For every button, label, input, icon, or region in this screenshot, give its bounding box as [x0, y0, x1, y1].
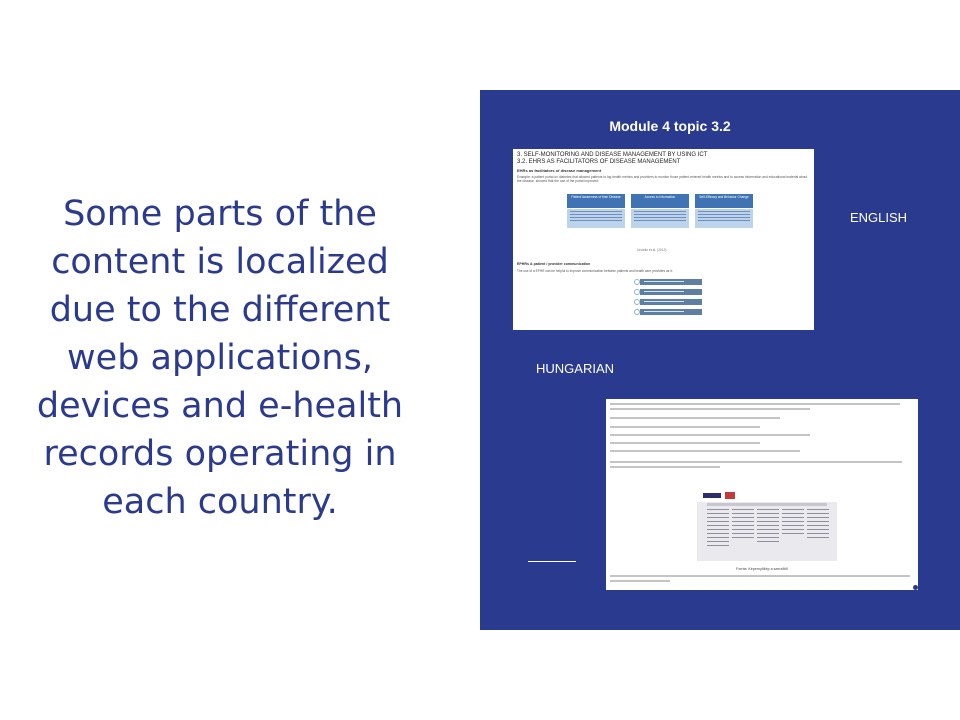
english-screenshot — [513, 149, 814, 330]
hungarian-label: HUNGARIAN — [536, 361, 615, 376]
list-bar — [640, 289, 702, 295]
list-bar — [640, 309, 702, 315]
english-section-2: EPHRs & patient / provider communication — [517, 262, 591, 266]
english-label: ENGLISH — [850, 210, 908, 225]
text-line — [610, 575, 910, 577]
module-preview-panel — [480, 90, 960, 630]
diagram-box-1-body — [567, 209, 625, 228]
text-line — [610, 417, 780, 419]
text-line — [610, 461, 902, 463]
text-line — [610, 426, 760, 428]
text-line — [610, 403, 900, 405]
text-line — [610, 434, 810, 436]
website-column — [732, 509, 754, 557]
divider-line — [528, 561, 576, 562]
website-badge — [725, 492, 735, 499]
diagram-box-2: Access to Information — [631, 194, 689, 208]
text-line — [610, 466, 720, 468]
text-line — [610, 450, 800, 452]
hungarian-caption: Forrás: Képernyőkép a szerzőtől — [736, 567, 788, 571]
diagram-box-3: Self-Efficacy and Behavior Change — [695, 194, 753, 208]
hungarian-screenshot — [606, 399, 918, 590]
diagram-box-3-body — [695, 209, 753, 228]
website-menu — [707, 503, 827, 506]
english-heading-1: 3. SELF-MONITORING AND DISEASE MANAGEMENT BY USING ICT — [517, 152, 708, 158]
website-column — [757, 509, 779, 557]
english-intro: Example: a patient portal on diabetes that allowed patients to log health metrics and providers to monitor those patient-entered health metrics and to access information and educational material about the disease, showed that the use of the portal improved: — [517, 175, 808, 183]
website-column — [782, 509, 804, 557]
website-column — [707, 509, 729, 557]
list-bar — [640, 279, 702, 285]
english-intro-2: The use of a EPHR can be helpful to improve communication between patients and health care providers as it: — [517, 269, 673, 273]
main-statement: Some parts of the content is localized due to the different web applications, devices and e-health records operating in each country. — [36, 194, 404, 522]
panel-title: Module 4 topic 3.2 — [609, 118, 731, 134]
website-header — [697, 489, 837, 502]
english-heading-2: 3.2. EHRS AS FACILITATORS OF DISEASE MANAGEMENT — [517, 159, 681, 165]
website-screenshot — [697, 489, 837, 561]
diagram-box-1: Patient Awareness of their Disease — [567, 194, 625, 208]
english-citation: Urowitz et al. (2012) — [637, 248, 667, 252]
diagram-box-2-body — [631, 209, 689, 228]
english-section-1: EHRs as facilitators of disease management — [517, 168, 602, 173]
website-column — [807, 509, 829, 557]
text-line — [610, 442, 760, 444]
corner-indicator — [913, 585, 918, 590]
english-diagram-boxes — [567, 194, 757, 230]
text-line — [610, 580, 670, 582]
website-logo — [703, 493, 721, 498]
text-line — [610, 408, 810, 410]
list-bar — [640, 299, 702, 305]
